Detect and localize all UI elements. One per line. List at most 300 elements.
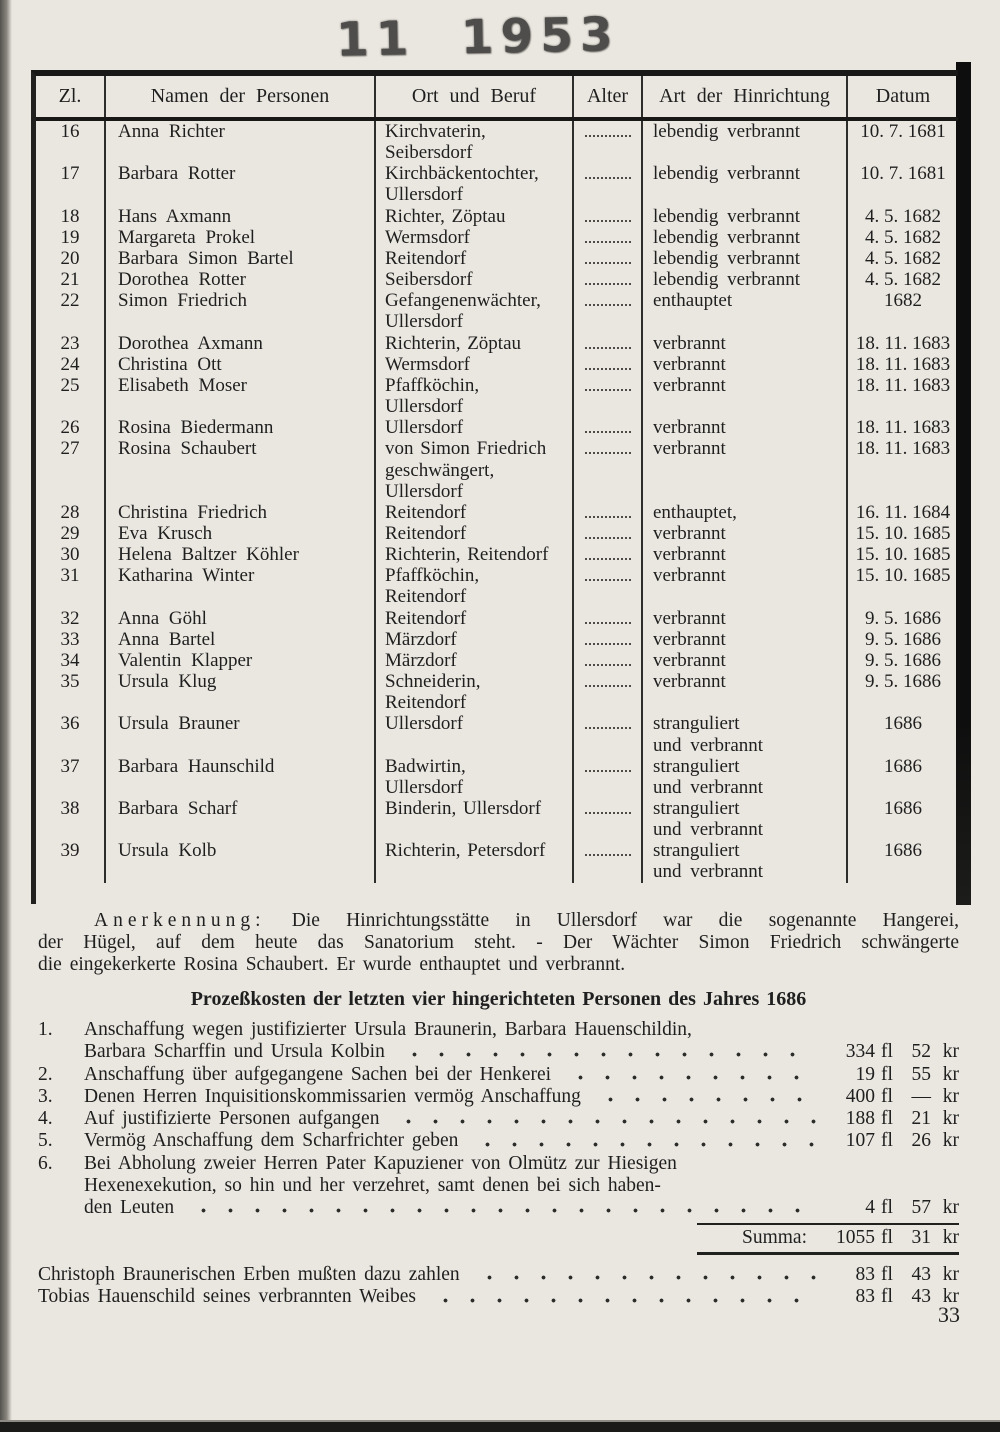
alter-dotted-placeholder [585,841,631,856]
cell-alter [572,523,641,544]
dot-leader [397,1041,817,1063]
alter-dotted-placeholder [585,651,631,666]
cell-datum: 18. 11. 1683 [846,438,958,501]
cost-item-amount-line [84,1041,959,1063]
art-line: lebendig verbrannt [653,205,800,227]
alter-dotted-placeholder [585,503,631,518]
amount-kr-value: 55 [911,1063,931,1085]
cell-datum: 1686 [846,756,958,798]
cell-name: Anna Göhl [104,608,374,629]
dot-leader [470,1130,817,1152]
cell-art [641,671,846,713]
cell-name: Helena Baltzer Köhler [104,544,374,565]
extra-payment-text: Christoph Braunerischen Erben mußten dazu zahlen [38,1263,460,1285]
costs-section-title: Prozeßkosten der letzten vier hingerichteten Personen des Jahres 1686 [190,988,807,1010]
table-header-row [36,76,958,121]
table-row [36,565,958,607]
cell-zl: 21 [60,269,80,291]
cell-zl: 35 [60,671,80,693]
amount-fl-unit: fl [881,1197,893,1219]
amount-fl-value: 334 [845,1041,875,1063]
cell-art [641,121,846,163]
executions-table [31,70,958,904]
table-row [36,502,958,523]
ort-line: Ullersdorf [385,713,464,735]
amount-kr-value: — [911,1085,931,1107]
ort-line: Ullersdorf [385,396,464,418]
cost-item-line-text: Anschaffung über aufgegangene Sachen bei der Henkerei [84,1063,552,1085]
cost-item-line-text: Denen Herren Inquisitionskommissarien vermög Anschaffung [84,1085,581,1107]
cell-name: Ursula Kolb [104,840,374,882]
ort-line: Binderin, Ullersdorf [385,798,542,819]
cell-alter [572,121,641,163]
cell-ort [374,756,572,798]
summa-row [697,1223,959,1255]
art-line: verbrannt [653,438,726,460]
table-row [36,713,958,755]
table-row [36,629,958,650]
art-line: und verbrannt [653,861,764,883]
cost-item-body [84,1153,959,1220]
cell-art [641,502,846,523]
ort-line: Wermsdorf [385,226,470,248]
table-row [36,206,958,227]
cell-datum: 4. 5. 1682 [846,206,958,227]
cell-alter [572,438,641,501]
ort-line: Pfaffköchin, [385,565,480,587]
cost-item-amount-line [84,1086,959,1108]
extra-payment-row [38,1264,959,1287]
ort-line: Ullersdorf [385,184,464,206]
cost-item-body [84,1064,959,1086]
alter-dotted-placeholder [585,334,631,349]
alter-dotted-placeholder [585,566,631,581]
cell-name: Barbara Scharf [104,798,374,840]
table-row [36,290,958,332]
art-line: und verbrannt [653,819,764,841]
amount-fl-value: 4 [865,1197,875,1219]
dot-leader [186,1197,817,1219]
cell-alter [572,650,641,671]
ort-line: Märzdorf [385,649,457,671]
cell-name: Valentin Klapper [104,650,374,671]
art-line: verbrannt [653,353,726,375]
cell-name: Hans Axmann [104,206,374,227]
cell-art [641,248,846,269]
art-line: verbrannt [653,628,726,650]
alter-dotted-placeholder [585,524,631,539]
summa-fl-value: 1055 [836,1226,875,1248]
art-line: stranguliert [653,713,740,735]
amount-fl-value: 188 [845,1108,875,1130]
note-line-1-text: Die Hinrichtungsstätte in Ullersdorf war die sogenannte Hangerei, [265,910,959,931]
acknowledgement-note [38,910,959,976]
art-line: verbrannt [653,565,726,587]
cost-item-line: Hexenexekution, so hin und her verzehret, samt denen bei sich haben- [84,1175,661,1197]
cell-zl: 36 [60,713,80,735]
cost-item-amount-line [84,1108,959,1130]
cell-ort [374,502,572,523]
cell-name: Ursula Brauner [104,713,374,755]
cell-datum: 9. 5. 1686 [846,671,958,713]
amount-fl-unit: fl [881,1130,893,1152]
cell-datum: 4. 5. 1682 [846,227,958,248]
cell-zl: 28 [60,501,80,523]
art-line: enthauptet, [653,501,737,523]
art-line: verbrannt [653,607,726,629]
alter-dotted-placeholder [585,630,631,645]
cost-item-body [84,1019,959,1064]
cost-item [38,1108,959,1130]
cell-art [641,544,846,565]
art-line: verbrannt [653,544,726,566]
cost-item-amount [823,1086,959,1108]
summa-fl-unit: fl [881,1226,893,1248]
alter-dotted-placeholder [585,164,631,179]
cell-name: Rosina Biedermann [104,417,374,438]
cell-name: Katharina Winter [104,565,374,607]
column-header-0: Zl. [58,85,82,107]
art-line: enthauptet [653,290,733,312]
art-line: verbrannt [653,374,726,396]
cell-art [641,269,846,290]
cell-ort [374,438,572,501]
cell-art [641,227,846,248]
cell-ort [374,671,572,713]
cell-ort [374,629,572,650]
cell-art [641,840,846,882]
cost-item-number: 1. [38,1019,53,1040]
alter-dotted-placeholder [585,270,631,285]
column-header-1: Namen der Personen [104,76,374,117]
scan-edge-right [956,62,971,905]
cell-zl: 31 [60,565,80,587]
alter-dotted-placeholder [585,672,631,687]
alter-dotted-placeholder [585,376,631,391]
ort-line: Schneiderin, [385,671,481,693]
scan-edge-bottom [0,1420,1000,1432]
ort-line: Richterin, Reitendorf [385,544,549,566]
cell-name: Simon Friedrich [104,290,374,332]
cell-art [641,608,846,629]
cell-ort [374,121,572,163]
cell-art [641,565,846,607]
cell-datum: 10. 7. 1681 [846,121,958,163]
ort-line: Reitendorf [385,607,467,629]
cell-zl: 38 [60,798,80,819]
amount-fl-unit: fl [881,1263,893,1285]
amount-kr-unit: kr [942,1197,959,1219]
table-row [36,354,958,375]
art-line: verbrannt [653,671,726,693]
cell-alter [572,544,641,565]
cell-datum: 1686 [846,798,958,840]
cell-zl: 33 [60,628,80,650]
ort-line: Seibersdorf [385,269,473,291]
art-line: verbrannt [653,332,726,354]
cell-alter [572,608,641,629]
cell-alter [572,417,641,438]
summa-label: Summa: [741,1226,807,1248]
table-row [36,523,958,544]
cell-art [641,438,846,501]
cell-alter [572,375,641,417]
amount-kr-unit: kr [942,1108,959,1130]
amount-fl-unit: fl [881,1041,893,1063]
costs-item-list [38,1019,959,1220]
cell-name: Elisabeth Moser [104,375,374,417]
alter-dotted-placeholder [585,418,631,433]
ort-line: Reitendorf [385,586,467,608]
ort-line: geschwängert, [385,459,495,481]
table-row [36,544,958,565]
cell-alter [572,798,641,840]
ort-line: Wermsdorf [385,353,470,375]
cell-ort [374,840,572,882]
cell-datum: 10. 7. 1681 [846,163,958,205]
art-line: stranguliert [653,798,740,819]
cell-datum: 1682 [846,290,958,332]
alter-dotted-placeholder [585,355,631,370]
cell-datum: 4. 5. 1682 [846,248,958,269]
cell-datum: 15. 10. 1685 [846,565,958,607]
ort-line: Ullersdorf [385,417,464,439]
dot-leader [428,1286,817,1309]
art-line: stranguliert [653,840,740,862]
cost-item-body [84,1108,959,1130]
cell-datum: 4. 5. 1682 [846,269,958,290]
cell-alter [572,269,641,290]
note-line-1 [38,910,959,932]
cell-art [641,417,846,438]
ort-line: Märzdorf [385,628,457,650]
note-line-3: die eingekerkerte Rosina Schaubert. Er wurde enthauptet und verbrannt. [38,954,626,975]
ort-line: Reitendorf [385,501,467,523]
extra-payments-list [38,1264,959,1309]
note-lead-word: Anerkennung: [94,910,266,931]
cell-alter [572,354,641,375]
cost-item-amount [823,1197,959,1219]
cost-item-line: Bei Abholung zweier Herren Pater Kapuziener von Olmütz zur Hiesigen [84,1152,677,1174]
ort-line: Richterin, Zöptau [385,332,522,354]
cell-zl: 17 [60,163,80,185]
dot-leader [472,1264,817,1287]
art-line: verbrannt [653,522,726,544]
cell-alter [572,629,641,650]
alter-dotted-placeholder [585,799,631,814]
cell-alter [572,290,641,332]
ort-line: Richterin, Petersdorf [385,840,546,862]
ort-line: Ullersdorf [385,311,464,333]
cell-zl: 39 [60,840,80,862]
scan-edge-left [0,0,12,1430]
amount-kr-unit: kr [942,1130,959,1152]
alter-dotted-placeholder [585,757,631,772]
cell-name: Barbara Haunschild [104,756,374,798]
table-row [36,248,958,269]
cost-item-body [84,1086,959,1108]
ort-line: Ullersdorf [385,480,464,502]
cell-alter [572,756,641,798]
cell-datum: 15. 10. 1685 [846,544,958,565]
ort-line: Badwirtin, [385,755,466,777]
cell-name: Dorothea Rotter [104,269,374,290]
cell-art [641,375,846,417]
ort-line: Pfaffköchin, [385,374,480,396]
summa-kr-value: 31 [911,1226,931,1248]
table-body [36,121,958,904]
cell-ort [374,269,572,290]
amount-kr-unit: kr [942,1286,959,1308]
cost-item-line-text: Auf justifizierte Personen aufgangen [84,1108,380,1130]
cell-art [641,333,846,354]
cost-item-amount [823,1064,959,1086]
column-header-4: Art der Hinrichtung [641,76,846,117]
art-line: lebendig verbrannt [653,226,800,248]
amount-fl-unit: fl [881,1063,893,1085]
alter-dotted-placeholder [585,207,631,222]
cell-alter [572,206,641,227]
column-header-2: Ort und Beruf [374,76,572,117]
alter-dotted-placeholder [585,249,631,264]
amount-kr-value: 43 [911,1263,931,1285]
cell-ort [374,163,572,205]
cell-zl: 25 [60,374,80,396]
cell-zl: 19 [60,226,80,248]
cell-ort [374,523,572,544]
art-line: und verbrannt [653,776,764,798]
table-row [36,650,958,671]
cell-art [641,523,846,544]
alter-dotted-placeholder [585,439,631,454]
cell-datum: 9. 5. 1686 [846,629,958,650]
ort-line: Reitendorf [385,692,467,714]
table-row [36,671,958,713]
cell-art [641,290,846,332]
cost-item-amount [823,1130,959,1152]
amount-kr-value: 52 [911,1041,931,1063]
cell-name: Anna Bartel [104,629,374,650]
table-row [36,438,958,501]
amount-kr-unit: kr [942,1085,959,1107]
cell-zl: 20 [60,247,80,269]
extra-payment-row [38,1286,959,1309]
amount-kr-unit: kr [942,1063,959,1085]
date-stamp: 11 1953 [335,7,621,68]
cell-datum: 18. 11. 1683 [846,417,958,438]
alter-dotted-placeholder [585,291,631,306]
cell-zl: 34 [60,649,80,671]
cost-item-line: Anschaffung wegen justifizierter Ursula Braunerin, Barbara Hauenschildin, [84,1019,692,1040]
cost-item-amount [823,1041,959,1063]
cell-datum: 9. 5. 1686 [846,608,958,629]
cell-name: Rosina Schaubert [104,438,374,501]
cell-datum: 16. 11. 1684 [846,502,958,523]
cell-name: Christina Ott [104,354,374,375]
cell-alter [572,227,641,248]
cell-alter [572,671,641,713]
dot-leader [593,1086,817,1108]
cell-datum: 18. 11. 1683 [846,333,958,354]
ort-line: Reitendorf [385,522,467,544]
cost-item-line-text: den Leuten [84,1197,175,1219]
alter-dotted-placeholder [585,228,631,243]
art-line: lebendig verbrannt [653,247,800,269]
art-line: lebendig verbrannt [653,121,800,142]
cell-name: Dorothea Axmann [104,333,374,354]
cell-alter [572,713,641,755]
cell-ort [374,565,572,607]
table-row [36,163,958,205]
art-line: lebendig verbrannt [653,269,800,291]
cell-zl: 29 [60,522,80,544]
cost-item-number: 6. [38,1152,53,1174]
cell-ort [374,248,572,269]
cell-name: Margareta Prokel [104,227,374,248]
ort-line: von Simon Friedrich [385,438,547,460]
cost-item [38,1130,959,1152]
amount-kr-unit: kr [942,1041,959,1063]
amount-kr-unit: kr [942,1263,959,1285]
amount-kr-value: 26 [911,1130,931,1152]
ort-line: Kirchvaterin, [385,121,486,142]
amount-fl-value: 83 [855,1263,875,1285]
art-line: verbrannt [653,417,726,439]
cost-item-amount-line [84,1064,959,1086]
cell-alter [572,565,641,607]
cell-zl: 23 [60,332,80,354]
cell-art [641,713,846,755]
alter-dotted-placeholder [585,122,631,137]
cell-ort [374,544,572,565]
cell-zl: 27 [60,438,80,460]
cell-zl: 26 [60,417,80,439]
cell-art [641,206,846,227]
cell-ort [374,206,572,227]
cell-ort [374,417,572,438]
cell-name: Barbara Rotter [104,163,374,205]
cell-art [641,756,846,798]
extra-payment-amount [823,1264,959,1287]
cost-item-amount [823,1108,959,1130]
amount-kr-value: 43 [911,1286,931,1308]
extra-payment-text: Tobias Hauenschild seines verbrannten Weibes [38,1286,417,1308]
cell-datum: 1686 [846,713,958,755]
dot-leader [391,1108,817,1130]
amount-fl-value: 400 [845,1085,875,1107]
cell-name: Eva Krusch [104,523,374,544]
cell-ort [374,354,572,375]
cell-art [641,354,846,375]
cell-art [641,163,846,205]
cell-zl: 32 [60,607,80,629]
summa-amount [823,1227,959,1249]
table-row [36,333,958,354]
cell-alter [572,502,641,523]
cell-name: Anna Richter [104,121,374,163]
amount-fl-unit: fl [881,1085,893,1107]
alter-dotted-placeholder [585,609,631,624]
amount-fl-unit: fl [881,1108,893,1130]
amount-kr-value: 21 [911,1108,931,1130]
cost-item-line-text: Barbara Scharffin und Ursula Kolbin [84,1041,385,1063]
cell-name: Christina Friedrich [104,502,374,523]
cost-item [38,1153,959,1220]
ort-line: Seibersdorf [385,142,473,164]
cell-art [641,798,846,840]
cost-item [38,1086,959,1108]
cell-name: Ursula Klug [104,671,374,713]
